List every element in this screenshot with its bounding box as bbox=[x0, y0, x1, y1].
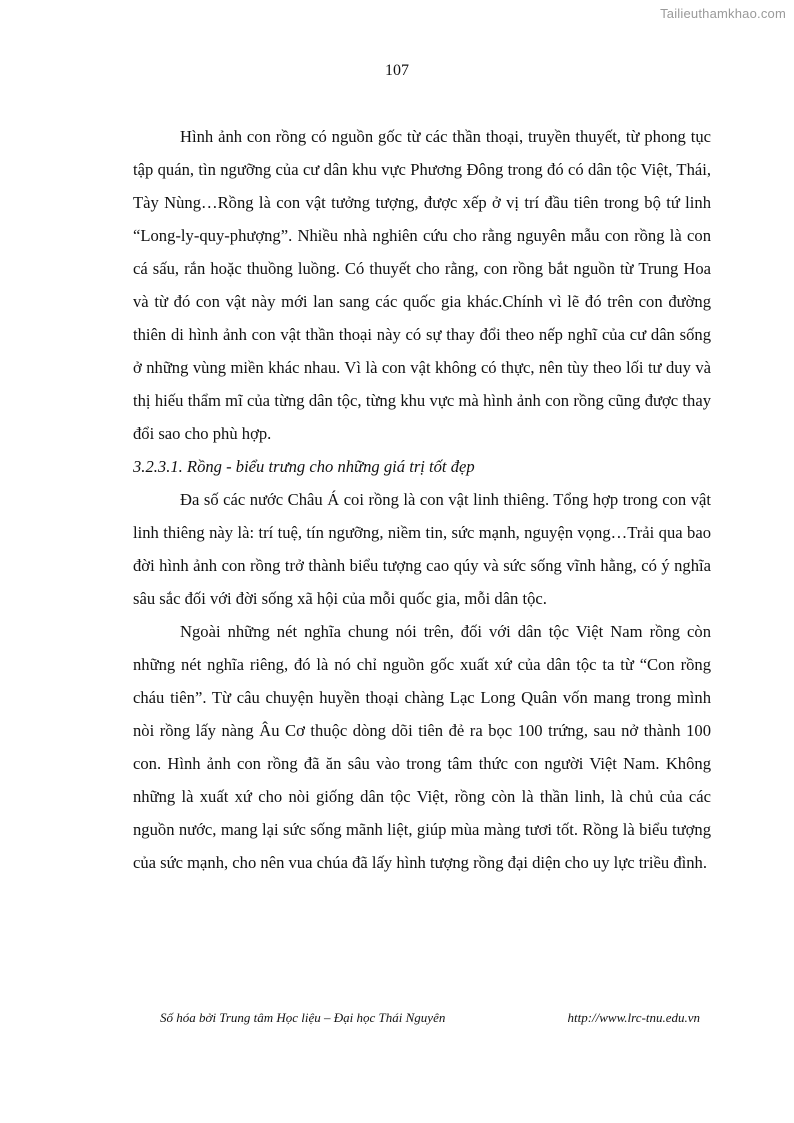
document-body bbox=[133, 120, 711, 879]
paragraph-dragon-origin: Hình ảnh con rồng có nguồn gốc từ các thần thoại, truyền thuyết, từ phong tục tập quán, tìn ngưỡng của cư dân khu vực Phương Đông trong đó có dân tộc Việt, Thái, Tày Nùng…Rồng là con vật tưởng tượng, được xếp ở vị trí đầu tiên trong bộ tứ linh “Long-ly-quy-phượng”. Nhiều nhà nghiên cứu cho rằng nguyên mẫu con rồng là con cá sấu, rắn hoặc thuồng luồng. Có thuyết cho rằng, con rồng bắt nguồn từ Trung Hoa và từ đó con vật này mới lan sang các quốc gia khác.Chính vì lẽ đó trên con đường thiên di hình ảnh con vật thần thoại này có sự thay đổi theo nếp nghĩ của cư dân sống ở những vùng miền khác nhau. Vì là con vật không có thực, nên tùy theo lối tư duy và thị hiếu thẩm mĩ của từng dân tộc, từng khu vực mà hình ảnh con rồng cũng được thay đổi sao cho phù hợp. bbox=[133, 127, 711, 443]
page-number: 107 bbox=[385, 62, 409, 79]
watermark-text: Tailieuthamkhao.com bbox=[660, 6, 786, 21]
footer-publisher: Số hóa bởi Trung tâm Học liệu – Đại học Thái Nguyên bbox=[160, 1010, 446, 1025]
footer-url: http://www.lrc-tnu.edu.vn bbox=[567, 1010, 700, 1025]
paragraph-asia-sacred: Đa số các nước Châu Á coi rồng là con vật linh thiêng. Tổng hợp trong con vật linh thiêng này là: trí tuệ, tín ngưỡng, niềm tin, sức mạnh, nguyện vọng…Trải qua bao đời hình ảnh con rồng trở thành biểu tượng cao qúy và sức sống vĩnh hằng, có ý nghĩa sâu sắc đối với đời sống xã hội của mỗi quốc gia, mỗi dân tộc. bbox=[133, 490, 711, 608]
section-heading: 3.2.3.1. Rồng - biểu trưng cho những giá trị tốt đẹp bbox=[133, 457, 475, 476]
paragraph-vietnam-meaning: Ngoài những nét nghĩa chung nói trên, đối với dân tộc Việt Nam rồng còn những nét nghĩa riêng, đó là nó chỉ nguồn gốc xuất xứ của dân tộc ta từ “Con rồng cháu tiên”. Từ câu chuyện huyền thoại chàng Lạc Long Quân vốn mang trong mình nòi rồng lấy nàng Âu Cơ thuộc dòng dõi tiên đẻ ra bọc 100 trứng, sau nở thành 100 con. Hình ảnh con rồng đã ăn sâu vào trong tâm thức con người Việt Nam. Không những là xuất xứ cho nòi giống dân tộc Việt, rồng còn là thần linh, là chủ của các nguồn nước, mang lại sức sống mãnh liệt, giúp mùa màng tươi tốt. Rồng là biểu tượng của sức mạnh, cho nên vua chúa đã lấy hình tượng rồng đại diện cho uy lực triều đình. bbox=[133, 622, 711, 872]
page-footer bbox=[160, 1010, 700, 1026]
